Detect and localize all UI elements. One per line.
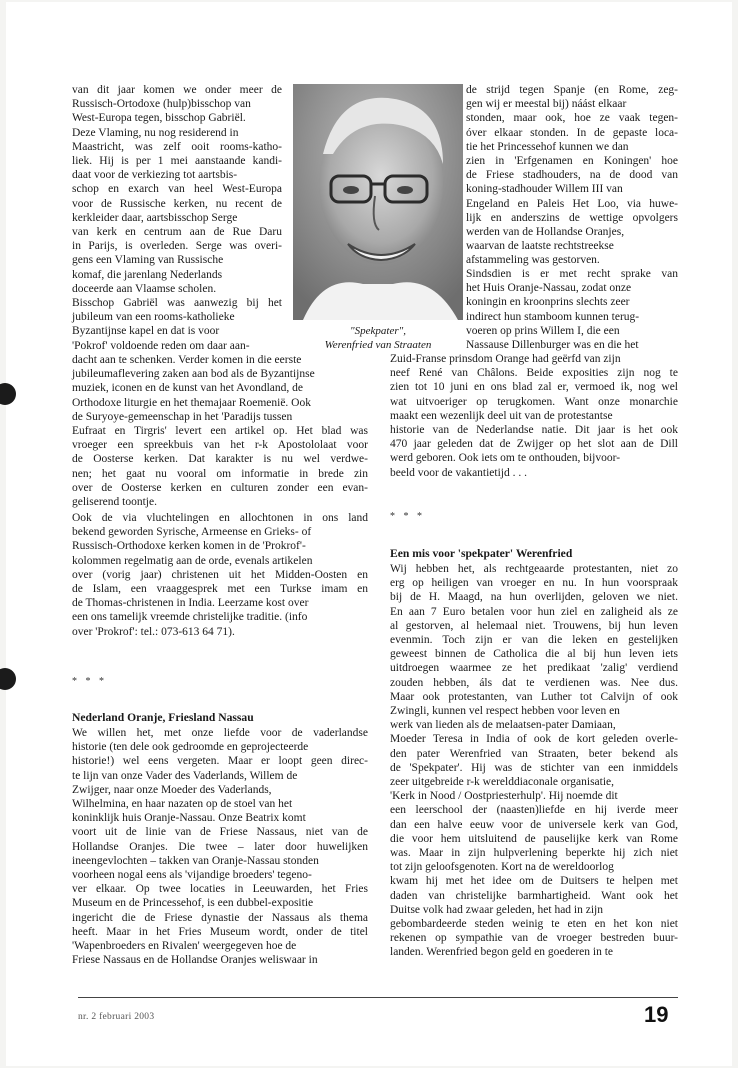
footer-rule [78,997,678,998]
text-line: Engeland en Paleis Het Loo, via huwe- [466,197,678,210]
text-line: rekenen op sympathie van de vroeger bestreden buur- [390,932,678,945]
text-line: bekend geworden Syrische, Armeense en Grieks- of [72,526,312,539]
text-line: Friese Nassaus en de Hollandse Oranjes weliswaar in [72,954,318,967]
page-number: 19 [644,1002,669,1027]
text-line: historie!) wel eens vergeten. Maar er loopt geen direc- [72,755,368,768]
text-line: En aan 7 Euro betalen voor hun ziel en zaligheid als ze [390,605,678,618]
text-line: Wilhelmina, en haar nazaten op de stoel van het [72,798,293,811]
text-line: nen; het gaat nu vooral om informatie in brede zin [72,467,368,480]
text-line: koninklijk huis Oranje-Nassau. Onze Beatrix komt [72,812,306,825]
text-line: voorheen nogal eens als 'vijandige broeders' tegeno- [72,869,312,882]
text-line: lijk en anderszins de wettige opvolgers [466,211,678,224]
text-line: zien in 'Erfgenamen en Koningen' hoe [466,155,678,168]
text-line: van dit jaar komen we onder meer de [72,84,282,96]
text-line: komaf, die jarenlang Nederlands [72,268,223,281]
text-line: waarvan de laatste rechtstreekse [466,240,614,253]
text-line: indirect hun stamboom kunnen terug- [466,310,640,323]
text-line: voeren op prins Willem I, die een [466,324,620,337]
text-line: de Thomas-christenen in India. Leerzame kost over [72,597,309,610]
text-line: Sindsdien is er met recht sprake van [466,268,678,280]
text-line: heeft. Maar in het Fries Museum wordt, onder de titel [72,925,368,938]
text-line: gens een Vlaming van Russische [72,254,224,267]
text-line: dan een halve eeuw voor de universele kerk van God, [390,818,678,831]
right-column-text-top [466,83,678,268]
text-line: in Parijs, is overleden. Serge was overi- [72,240,282,253]
text-line: Russisch-Orthodoxe kerken komen in de 'Prokrof'- [72,540,306,553]
caption-line-1: "Spekpater", [350,325,406,337]
text-line: evenmin. Toch zijn er van die leken en gestelijken [390,634,678,647]
text-line: daden van christelijke barmhartigheid. Want ook het [390,889,678,902]
text-line: van kerk en centrum aan de Rue Daru [72,226,282,239]
text-line: historie van de Nederlandse natie. Dit jaar is het ook [390,424,678,437]
text-line: de 'Spekpater'. Hij was de stichter van een inmiddels [390,761,678,774]
text-line: muziek, iconen en de kunst van het Avondland, de [72,382,304,395]
text-line: werk van lieden als de melaatsen-pater Damiaan, [390,719,616,732]
text-line: over 'Prokrof': tel.: 073-613 64 71). [72,625,235,638]
portrait-photo [293,84,463,320]
text-line: kolommen regelmatig aan de orde, evenals artikelen [72,554,313,567]
text-line: den pater Werenfried van Straaten, beter bekend als [390,747,678,760]
text-line: Ook de via vluchtelingen en allochtonen in ons land [72,512,368,524]
text-line: jubileumaflevering zaken aan bod als de Byzantijnse [72,368,315,381]
text-line: Museum en de Princessehof, is een dubbel-expositie [72,897,314,910]
text-line: doceerde aan Vlaamse scholen. [72,282,217,295]
text-line: Zuid-Franse prinsdom Orange had geërfd van zijn [390,353,621,365]
text-line: Deze Vlaming, nu nog residerend in [72,126,239,139]
text-line: Duitse volk had zwaar geleden, het had in zijn [390,903,603,916]
punch-hole-top [0,383,16,405]
text-line: historie (ten dele ook gedroomde en geprojecteerde [72,741,309,754]
text-line: de Friese stadhouders, na de dood van [466,169,678,182]
text-line: te lijn van onze Vader des Vaderlands, Willem de [72,769,298,782]
text-line: ingericht die de Friese dynastie der Nassaus als thema [72,911,368,924]
portrait-image [293,84,463,320]
text-line: Bisschop Gabriël was aanwezig bij het [72,297,282,310]
text-line: uitdroegen waarmee ze het predikaat 'zalig' verdiend [390,662,678,675]
text-line: een leerschool der (naasten)liefde en hij iverde meer [390,804,678,817]
left-column-text-wide [72,353,368,509]
text-line: gebombardeerde steden weinig te eten en het kon niet [390,918,678,931]
text-line: Byzantijnse kapel en dat is voor [72,325,220,338]
text-line: 'Wapenbroeders en Rivalen' weergegeven hoe de [72,940,297,953]
text-line: Wij hebben het, als rechtgeaarde protestanten, niet zo [390,563,678,575]
text-line: Russisch-Ortodoxe (hulp)bisschop van [72,98,251,111]
text-line: 'Pokrof' voldoende reden om daar aan- [72,339,250,352]
text-line: kerkleider daar, aartsbisschop Serge [72,211,238,224]
section-nassau-body [72,726,368,967]
page-sheet [6,2,732,1066]
text-line: dacht aan te schenken. Verder komen in die eerste [72,354,302,366]
text-line: het Huis Oranje-Nassau, zodat onze [466,282,632,295]
text-line: ver elkaar. Op twee locaties in Leeuwarden, het Fries [72,883,368,896]
text-line: daat voor de verkiezing tot aartsbis- [72,169,238,182]
text-line: bij de H. Maagd, na hun overlijden, geloven we niet. [390,591,678,604]
text-line: beeld voor de vakantietijd . . . [390,466,528,479]
text-line: geliserend toontje. [72,496,157,509]
text-line: de Oosterse kerken. Dat karakter is nu wel verdwe- [72,453,368,466]
caption-line-2: Werenfried van Straaten [324,338,432,351]
text-line: Zwingli, kunnen vel respect hebben voor leven en [390,705,620,718]
text-line: voor de Russische kerken, nu recent de [72,197,282,210]
text-line: 470 jaar geleden dat de Zwijger op het slot aan de Dill [390,438,678,451]
text-line: die voor hem uitsluitend de pauselijke kerk van Rome [390,832,678,845]
text-line: koning-stadhouder Willem III van [466,183,623,196]
text-line: de Suryoye-gemeenschap in het 'Paradijs tussen [72,410,293,423]
text-line: was. Maar in zijn hulpverlening beperkte hij zich niet [390,847,678,860]
text-line: stonden, maar ook, hoe ze vaak tegen- [466,112,678,125]
text-line: maakt een wezenlijk deel uit van de protestantse [390,409,613,422]
text-line: Zwijger, naar onze Moeder des Vaderlands, [72,783,272,796]
text-line: werden van de Hollandse Oranjes, [466,226,625,239]
text-line: erg op heiligen van vroeger en nu. In hun voorspraak [390,577,678,590]
text-line: West-Europa tegen, bisschop Gabriël. [72,112,246,125]
text-line: werd geboren. Ook iets om te onthouden, bijvoor- [390,452,621,465]
text-line: schop en exarch van heel West-Europa [72,183,282,196]
text-line: over (vorig jaar) christenen uit het Midden-Oosten en [72,568,368,581]
text-line: liek. Hij is per 1 mei aanstaande kandi- [72,155,282,168]
text-line: koningin en kroonprins slechts zeer [466,296,630,309]
text-line: voort uit de linie van de Friese Nassaus, niet van de [72,826,368,839]
left-column-paragraph-2 [72,511,368,639]
section-heading-spekpater: Een mis voor 'spekpater' Werenfried [390,547,573,560]
text-line: de strijd tegen Spanje (en Rome, zeg- [466,84,678,96]
text-line: Eufraat en Tirgris' levert een artikel op. Het blad was [72,425,368,438]
text-line: zien tot 10 juni en ons blad zal er, vermoed ik, nog wel [390,381,678,394]
text-line: vroeger een spreekbuis van het r-k Apostololaat voor [72,439,368,452]
text-line: neef René van Châlons. Beide exposities zijn nog te [390,367,678,380]
text-line: zouden hebben, áls dat te verdienen was. Nee dus. [390,676,678,689]
text-line: over de Oosterse kerken en culturen zonder een evan- [72,481,368,494]
text-line: Maar ook protestanten, van Luther tot Calvijn of ook [390,690,678,703]
text-line: óver elkaar stonden. In de gepaste loca- [466,126,678,139]
text-line: jubileum van een rooms-katholieke [72,311,235,324]
text-line: Orthodoxe liturgie en het themajaar Roemenië. Ook [72,396,311,409]
text-line: Maastricht, was zelf ooit rooms-katho- [72,140,282,153]
section-heading-nassau: Nederland Oranje, Friesland Nassau [72,711,254,724]
right-column-paragraph-2 [466,267,678,352]
photo-caption [293,325,463,352]
text-line: 'Kerk in Nood / Oostpriesterhulp'. Hij noemde dit [390,790,618,803]
text-line: geweest binnen de Catholica die al bij hun leven iets [390,648,678,661]
text-line: al gestorven, al helemaal niet. Trouwens, bij hun leven [390,619,678,632]
text-line: de Islam, een vraaggesprek met een Turkse imam en [72,583,368,596]
text-line: tie het Princessehof kunnen we dan [466,140,629,153]
text-line: Moeder Teresa in India of ook de kort geleden overle- [390,733,678,746]
text-line: wat uitvoeriger op terugkomen. Want onze monarchie [390,395,678,408]
separator-left: * * * [72,676,107,687]
right-column-text-wide [390,352,678,480]
section-spekpater-body [390,562,678,960]
separator-right: * * * [390,511,425,522]
punch-hole-bottom [0,668,16,690]
text-line: tot zijn geloofsgenoten. Kort na de wereldoorlog [390,861,614,874]
text-line: We willen het, met onze liefde voor de vaderlandse [72,727,368,739]
text-line: zeer uitgebreide r-k werelddiaconale organisatie, [390,776,615,789]
text-line: Hollandse Oranjes. Die twee – later door huwelijken [72,840,368,853]
text-line: kwam hij met het idee om de Duitsers te helpen met [390,875,678,888]
footer-issue: nr. 2 februari 2003 [78,1012,155,1022]
text-line: gen wij er meestal bij) náást elkaar [466,98,627,111]
text-line: Nassause Dillenburger was en die het [466,339,639,352]
left-column-text-top [72,83,282,353]
text-line: landen. Werenfried begon geld en goederen in te [390,946,614,959]
text-line: afstammeling was gestorven. [466,254,600,267]
text-line: een ons tamelijk vreemde christelijke traditie. (info [72,611,308,624]
text-line: ineengevlochten – takken van Oranje-Nassau stonden [72,854,319,867]
